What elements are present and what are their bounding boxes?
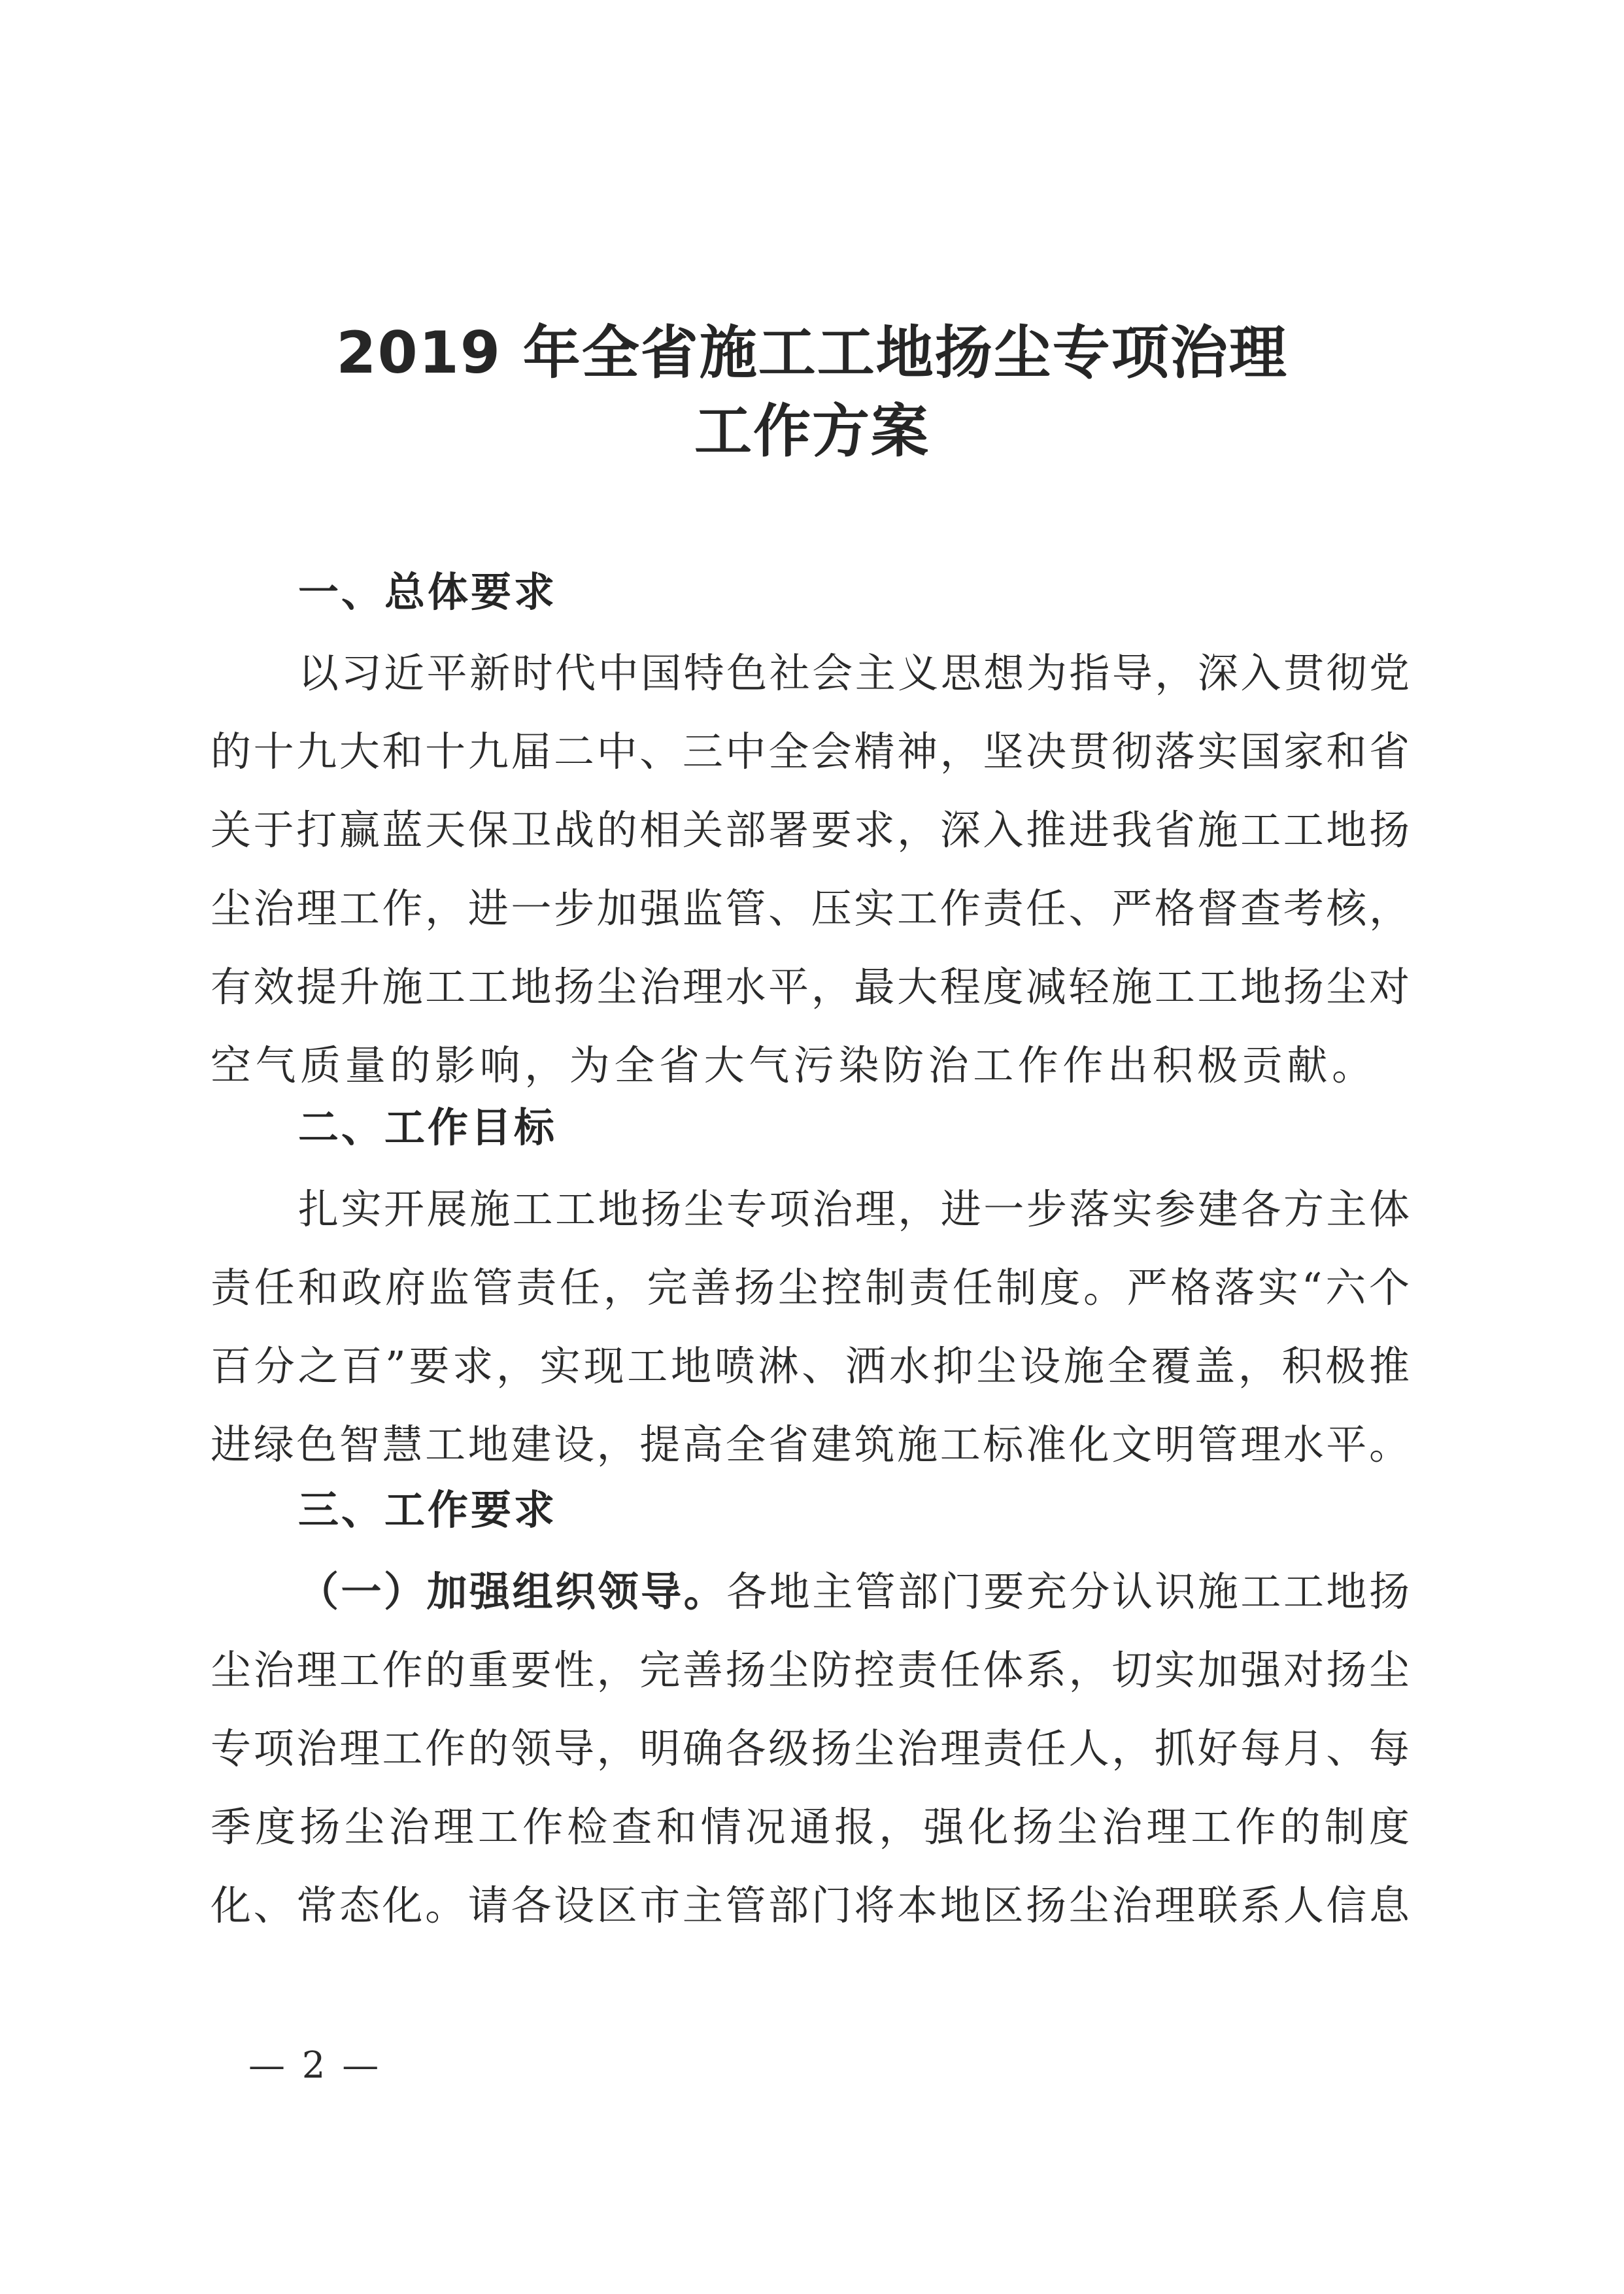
section-1-line-4: 尘治理工作，进一步加强监管、压实工作责任、严格督查考核，: [211, 885, 1410, 932]
section-1-line-6: 空气质量的影响，为全省大气污染防治工作作出积极贡献。: [211, 1041, 1377, 1089]
page-number: — 2 —: [248, 2044, 382, 2087]
section-2-line-2: 责任和政府监管责任，完善扬尘控制责任制度。严格落实“六个: [211, 1264, 1410, 1311]
section-2-line-3: 百分之百”要求，实现工地喷淋、洒水抑尘设施全覆盖，积极推: [211, 1342, 1410, 1390]
document-title-line-1: 2019 年全省施工工地扬尘专项治理: [336, 319, 1288, 386]
section-3-sub-1-line-1: [298, 1566, 1410, 1618]
section-1-line-1: 以习近平新时代中国特色社会主义思想为指导，深入贯彻党: [298, 649, 1410, 697]
section-1-heading: 一、总体要求: [298, 568, 558, 616]
section-1-line-5: 有效提升施工工地扬尘治理水平，最大程度减轻施工工地扬尘对: [211, 963, 1410, 1011]
section-3-sub-1-line-2: 尘治理工作的重要性，完善扬尘防控责任体系，切实加强对扬尘: [211, 1646, 1410, 1694]
section-3-sub-1-label: （一）加强组织领导。: [298, 1568, 727, 1615]
document-title-line-2: 工作方案: [694, 397, 930, 465]
section-3-sub-1-line-5: 化、常态化。请各设区市主管部门将本地区扬尘治理联系人信息: [211, 1881, 1410, 1929]
section-1-line-3: 关于打赢蓝天保卫战的相关部署要求，深入推进我省施工工地扬: [211, 806, 1410, 854]
section-2-line-4: 进绿色智慧工地建设，提高全省建筑施工标准化文明管理水平。: [211, 1421, 1410, 1468]
section-2-heading: 二、工作目标: [298, 1104, 558, 1151]
section-1-line-2: 的十九大和十九届二中、三中全会精神，坚决贯彻落实国家和省: [211, 728, 1410, 775]
section-3-sub-1-first-rest: 各地主管部门要充分认识施工工地扬: [726, 1568, 1410, 1615]
section-2-line-1: 扎实开展施工工地扬尘专项治理，进一步落实参建各方主体: [298, 1185, 1410, 1233]
section-3-heading: 三、工作要求: [298, 1486, 558, 1534]
section-3-sub-1-line-4: 季度扬尘治理工作检查和情况通报，强化扬尘治理工作的制度: [211, 1803, 1410, 1851]
section-3-sub-1-line-3: 专项治理工作的领导，明确各级扬尘治理责任人，抓好每月、每: [211, 1725, 1410, 1772]
